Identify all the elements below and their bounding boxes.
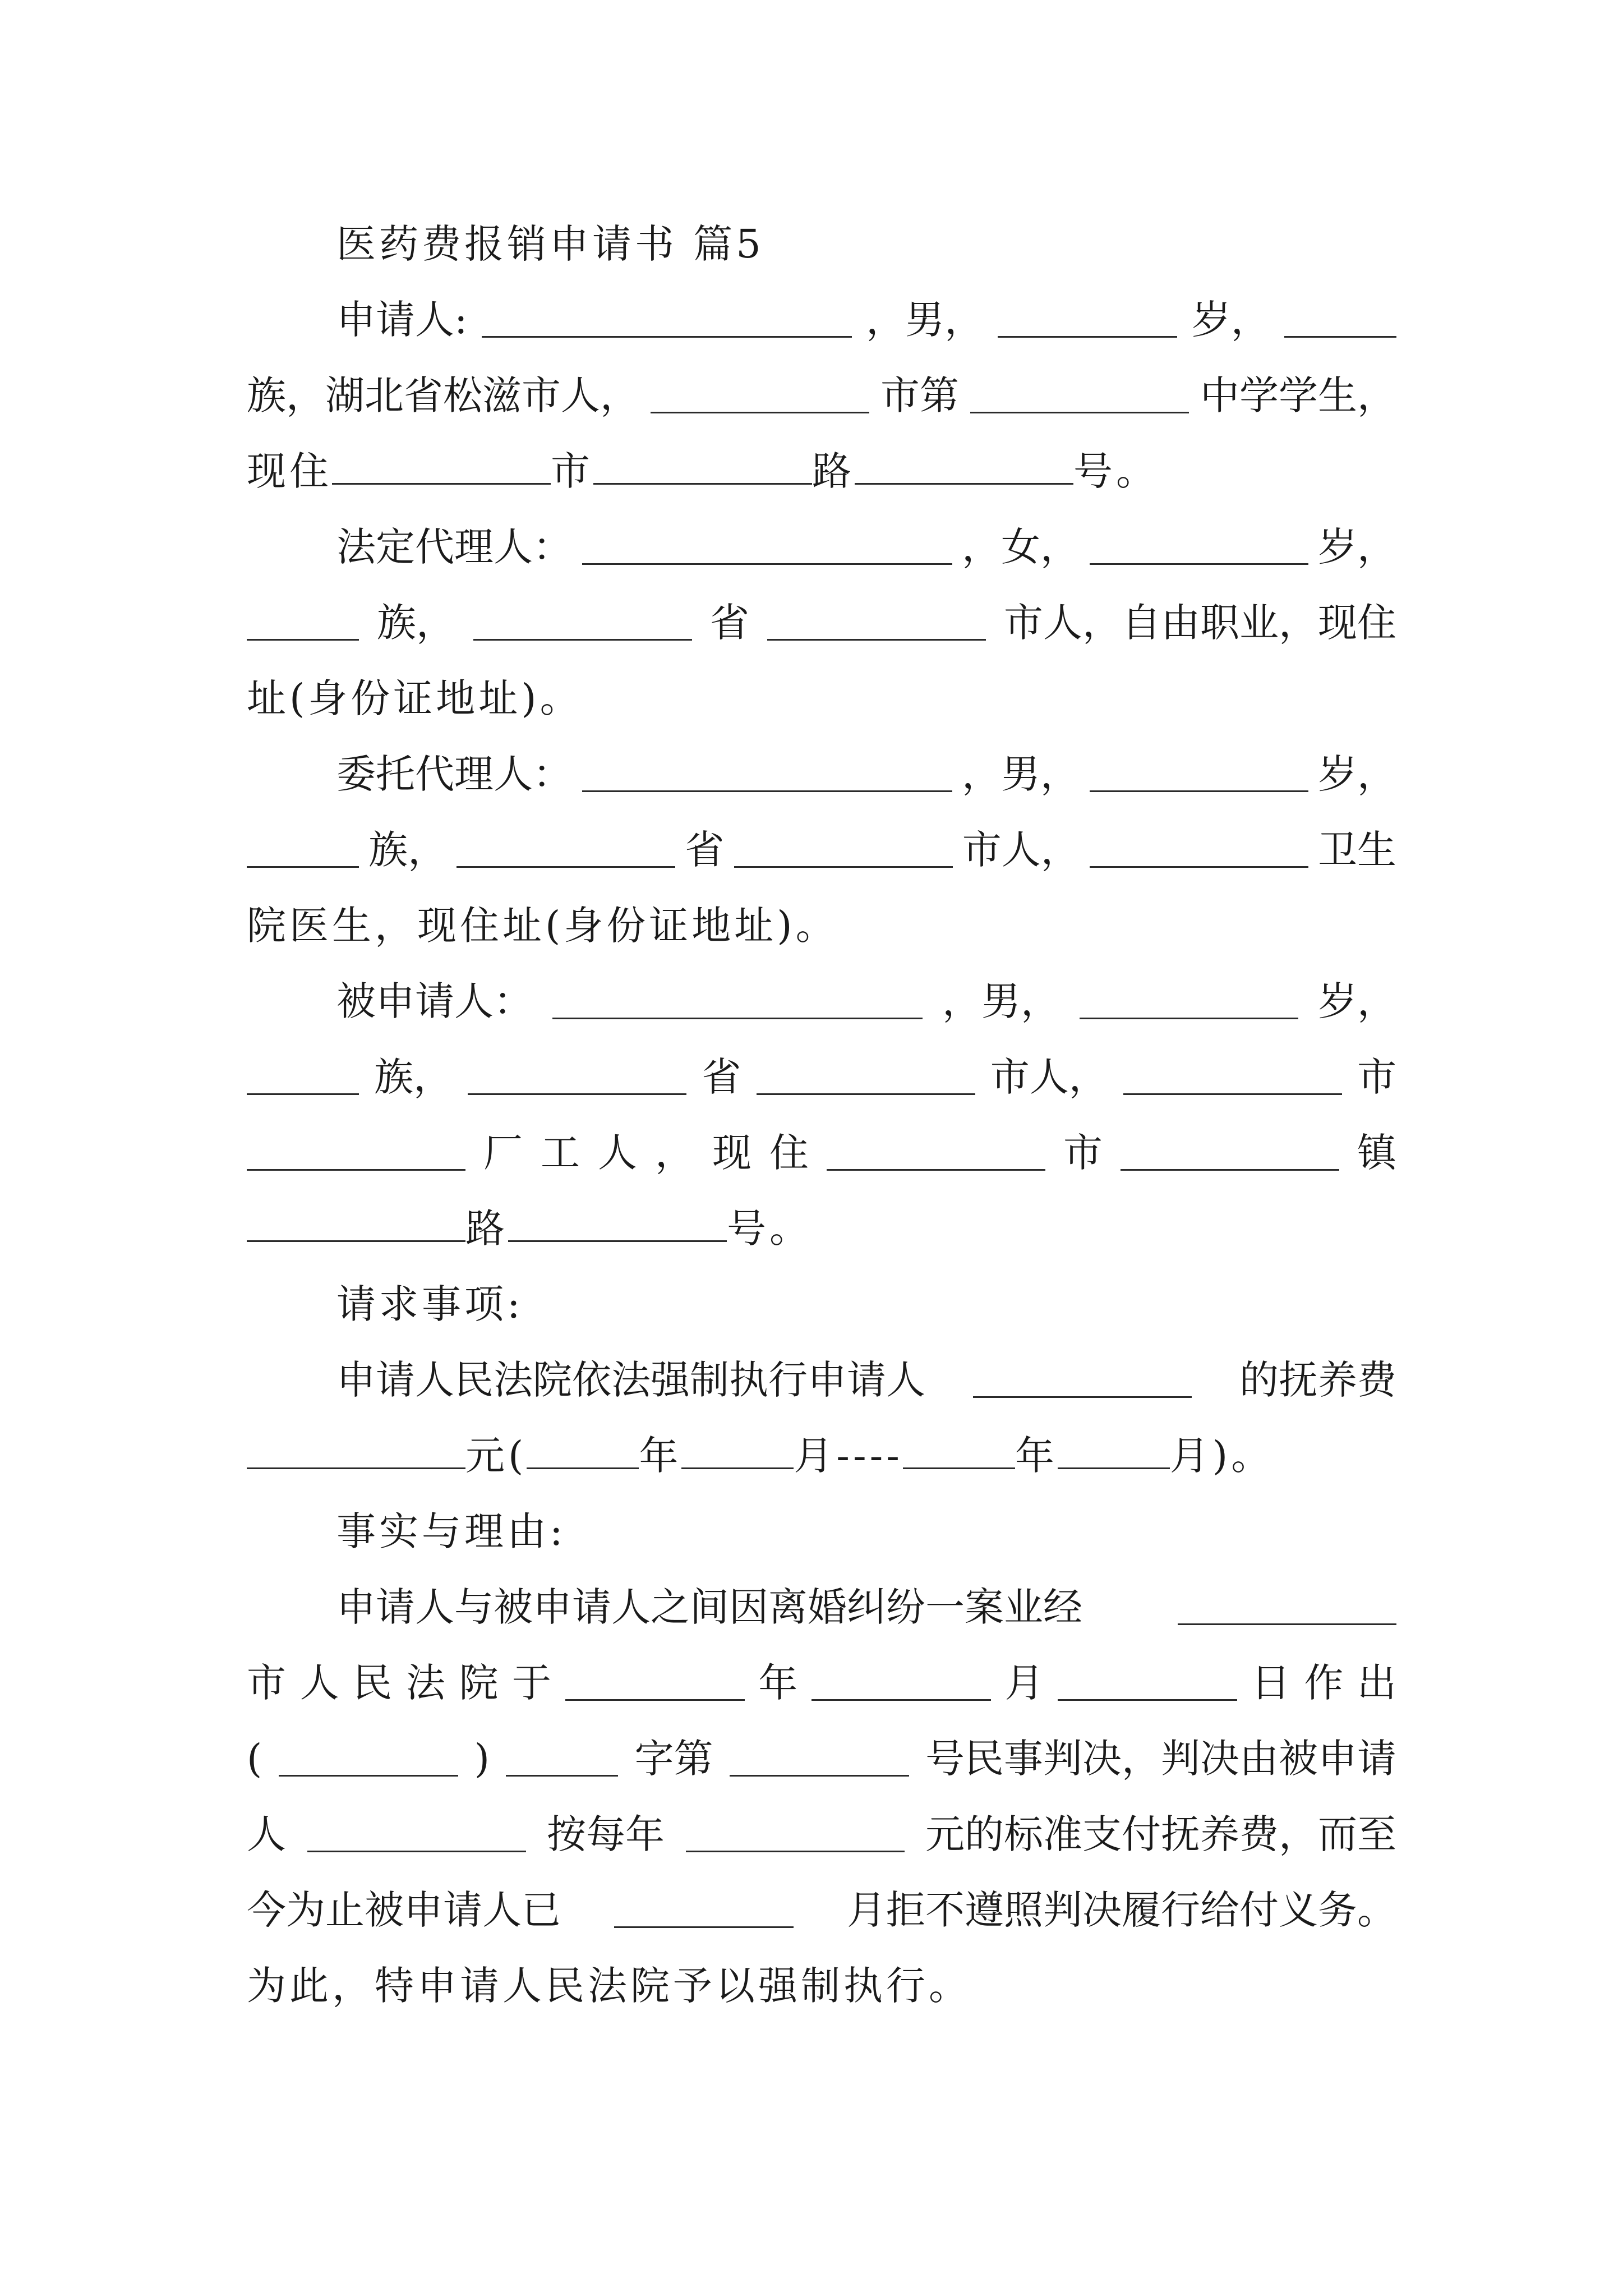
entrusted-agent-line-1 — [336, 743, 1396, 805]
respondent-line-1 — [336, 970, 1396, 1032]
entrusted-agent-age-unit: 岁， — [1318, 751, 1396, 797]
legal-agent-line-1 — [336, 516, 1396, 578]
legal-agent-age-blank — [1090, 530, 1308, 565]
applicant-label: 申请人: — [336, 297, 468, 343]
legal-agent-line-3 — [247, 668, 1396, 729]
facts-line5-start: 今为止被申请人已 — [247, 1887, 561, 1933]
respondent-line3-char: 工 — [541, 1130, 580, 1176]
respondent-address-city: 市 — [1063, 1130, 1103, 1176]
applicant-name-blank — [482, 302, 852, 338]
facts-respondent-blank — [307, 1817, 526, 1852]
respondent-line-4 — [247, 1198, 1396, 1259]
respondent-age-blank — [1080, 984, 1298, 1019]
applicant-address-road: 路 — [812, 448, 855, 494]
facts-year-blank — [565, 1665, 745, 1701]
entrusted-agent-clinic-blank — [1090, 832, 1308, 868]
requests-line-2 — [247, 1425, 1396, 1487]
respondent-address-city-blank — [827, 1135, 1045, 1171]
requests-year1-blank — [527, 1434, 639, 1469]
facts-line4-start: 人 — [247, 1811, 286, 1857]
facts-line2-char: 民 — [353, 1660, 393, 1706]
entrusted-agent-name-blank — [582, 757, 952, 792]
requests-year1: 年 — [639, 1433, 682, 1479]
facts-line5-end: 月拒不遵照判决履行给付义务。 — [847, 1887, 1396, 1933]
facts-line2-char: 于 — [512, 1660, 552, 1706]
respondent-province-blank — [468, 1060, 686, 1095]
legal-agent-address: 址(身份证地址)。 — [247, 675, 583, 721]
applicant-school-suffix: 中学学生， — [1200, 372, 1396, 418]
facts-line-5 — [247, 1879, 1396, 1941]
requests-amount-unit: 元( — [465, 1433, 527, 1479]
respondent-age-unit: 岁， — [1318, 978, 1396, 1024]
respondent-number: 号。 — [727, 1205, 812, 1251]
respondent-line-2 — [247, 1046, 1396, 1108]
facts-line1-text: 申请人与被申请人之间因离婚纠纷一案业经 — [336, 1584, 1082, 1630]
respondent-name-blank — [552, 984, 923, 1019]
facts-closing: 为此，特申请人民法院予以强制执行。 — [247, 1963, 971, 2009]
applicant-age-blank — [998, 302, 1177, 338]
facts-heading — [336, 1501, 1396, 1562]
requests-month1: 月---- — [794, 1433, 903, 1479]
requests-line1-end: 的抚养费 — [1239, 1357, 1396, 1403]
entrusted-agent-age-blank — [1090, 757, 1308, 792]
respondent-line3-char: 厂 — [483, 1130, 523, 1176]
requests-heading — [336, 1273, 1396, 1335]
document-title — [336, 213, 1396, 275]
requests-month1-blank — [681, 1434, 794, 1469]
respondent-workplace-city-blank — [1123, 1060, 1342, 1095]
legal-agent-province-blank — [473, 605, 692, 641]
applicant-address-road-blank — [593, 449, 812, 485]
facts-case-word: 字第 — [634, 1736, 713, 1782]
applicant-line-2 — [247, 365, 1396, 426]
respondent-number-blank — [508, 1207, 727, 1242]
facts-case-close-paren: ) — [474, 1736, 490, 1782]
respondent-line3-char: 现 — [712, 1130, 751, 1176]
respondent-ethnicity: 族， — [374, 1054, 453, 1100]
facts-line-6 — [247, 1955, 1396, 2017]
requests-month2-blank — [1058, 1434, 1170, 1469]
facts-per-year: 按每年 — [547, 1811, 665, 1857]
applicant-school-prefix: 市第 — [880, 372, 959, 418]
entrusted-agent-province: 省 — [685, 827, 725, 873]
legal-agent-city-blank — [767, 605, 986, 641]
respondent-line3-char: 人 — [598, 1130, 637, 1176]
facts-heading-text: 事实与理由: — [336, 1508, 566, 1554]
respondent-line3-char: ， — [655, 1130, 694, 1176]
facts-case-year-blank — [279, 1741, 458, 1777]
facts-line2-end-char: 作 — [1304, 1660, 1344, 1706]
legal-agent-gender: ，女， — [962, 524, 1080, 570]
applicant-line-3 — [247, 440, 1396, 502]
respondent-road: 路 — [465, 1205, 508, 1251]
facts-year: 年 — [758, 1660, 798, 1706]
facts-day-blank — [1058, 1665, 1237, 1701]
applicant-address-city: 市 — [551, 448, 593, 494]
facts-judgment-text: 号民事判决，判决由被申请 — [925, 1736, 1396, 1782]
facts-line2-char: 院 — [459, 1660, 499, 1706]
facts-annual-amount-blank — [686, 1817, 905, 1852]
applicant-ethnicity-blank — [1284, 302, 1396, 338]
legal-agent-province: 省 — [710, 600, 749, 646]
facts-standard-text: 元的标准支付抚养费，而至 — [925, 1811, 1396, 1857]
entrusted-agent-gender: ，男， — [962, 751, 1080, 797]
respondent-road-blank — [247, 1207, 465, 1242]
entrusted-agent-city-blank — [734, 832, 953, 868]
facts-line2-char: 法 — [405, 1660, 445, 1706]
facts-line2-end-char: 出 — [1357, 1660, 1396, 1706]
requests-applicant-blank — [973, 1363, 1192, 1398]
requests-year2: 年 — [1015, 1433, 1058, 1479]
applicant-line-1 — [336, 289, 1396, 351]
facts-line-1 — [336, 1576, 1396, 1638]
applicant-gender: ，男， — [866, 297, 984, 343]
entrusted-agent-ethnicity: 族， — [368, 827, 448, 873]
entrusted-agent-province-blank — [457, 832, 675, 868]
respondent-ethnicity-blank — [247, 1060, 359, 1095]
applicant-origin: 族，湖北省松滋市人， — [247, 372, 639, 418]
facts-case-number-blank — [730, 1741, 909, 1777]
legal-agent-name-blank — [582, 530, 952, 565]
legal-agent-age-unit: 岁， — [1318, 524, 1396, 570]
respondent-workplace-city: 市 — [1357, 1054, 1396, 1100]
respondent-label: 被申请人： — [336, 978, 533, 1024]
applicant-address-city-blank — [332, 449, 551, 485]
applicant-age-unit: 岁， — [1191, 297, 1270, 343]
facts-line2-char: 人 — [299, 1660, 339, 1706]
entrusted-agent-label: 委托代理人： — [336, 751, 572, 797]
requests-line-1 — [336, 1349, 1396, 1411]
entrusted-agent-ethnicity-blank — [247, 832, 359, 868]
legal-agent-label: 法定代理人： — [336, 524, 572, 570]
facts-line-4 — [247, 1803, 1396, 1865]
requests-month2: 月)。 — [1169, 1433, 1274, 1479]
requests-line1-text: 申请人民法院依法强制执行申请人 — [336, 1357, 925, 1403]
entrusted-agent-line-3 — [247, 895, 1396, 956]
title-text: 医药费报销申请书 篇5 — [336, 221, 764, 267]
respondent-line-3 — [247, 1122, 1396, 1184]
facts-line2-end-char: 日 — [1251, 1660, 1290, 1706]
requests-amount-blank — [247, 1434, 465, 1469]
facts-line2-char: 市 — [247, 1660, 286, 1706]
applicant-school-city-blank — [651, 378, 869, 413]
respondent-address-town: 镇 — [1357, 1130, 1396, 1176]
respondent-address-town-blank — [1121, 1135, 1339, 1171]
facts-months-blank — [614, 1893, 794, 1928]
entrusted-agent-line-2 — [247, 819, 1396, 881]
respondent-city-blank — [757, 1060, 975, 1095]
requests-year2-blank — [903, 1434, 1015, 1469]
applicant-address-number-blank — [855, 449, 1073, 485]
facts-line-3 — [247, 1728, 1396, 1789]
entrusted-agent-city: 市人， — [962, 827, 1080, 873]
applicant-address-number: 号。 — [1073, 448, 1159, 494]
legal-agent-occupation: 市人，自由职业，现住 — [1004, 600, 1396, 646]
requests-heading-text: 请求事项: — [336, 1281, 524, 1327]
respondent-factory-blank — [247, 1135, 465, 1171]
facts-month-blank — [811, 1665, 991, 1701]
entrusted-agent-clinic: 卫生 — [1317, 827, 1396, 873]
applicant-school-number-blank — [970, 378, 1189, 413]
facts-month: 月 — [1004, 1660, 1044, 1706]
legal-agent-line-2 — [247, 592, 1396, 654]
entrusted-agent-address: 院医生，现住址(身份证地址)。 — [247, 903, 838, 949]
respondent-line3-char: 住 — [769, 1130, 809, 1176]
facts-case-word-blank — [506, 1741, 618, 1777]
facts-case-open-paren: ( — [247, 1736, 262, 1782]
respondent-gender: ，男， — [942, 978, 1060, 1024]
legal-agent-ethnicity: 族， — [377, 600, 455, 646]
respondent-city: 市人， — [990, 1054, 1108, 1100]
applicant-address-label: 现住 — [247, 448, 332, 494]
respondent-province: 省 — [702, 1054, 741, 1100]
facts-line-2 — [247, 1652, 1396, 1714]
legal-agent-ethnicity-blank — [247, 605, 359, 641]
facts-court-blank — [1178, 1590, 1396, 1625]
